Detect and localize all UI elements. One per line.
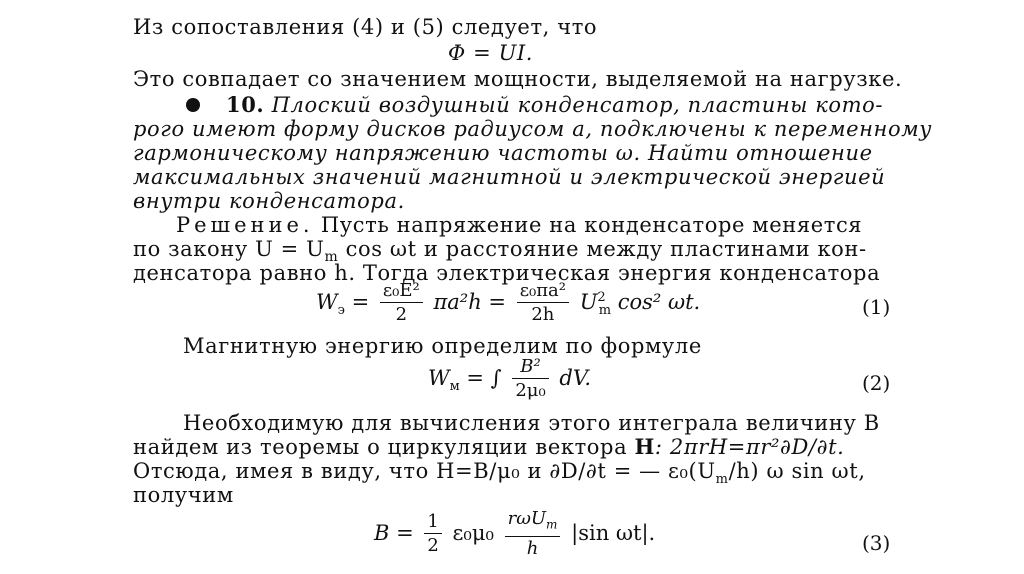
problem-line-4: максимальных значений магнитной и электрической энергией (133, 165, 886, 189)
equation-2-number: (2) (862, 371, 891, 395)
equation-3 (374, 508, 655, 561)
eq1-fraction-2 (517, 280, 569, 327)
eq3-fraction-2 (505, 508, 561, 561)
eq2-lhs-sub: м (449, 379, 460, 395)
eq1-tail-sup: 2 (597, 290, 606, 305)
problem-line-1 (226, 92, 883, 118)
equation-1 (316, 280, 700, 327)
text-line-15: Необходимую для вычисления этого интеграла величину B (183, 411, 880, 435)
solution-heading: Решение. (176, 213, 314, 237)
eq3-frac1-den: 2 (424, 533, 441, 558)
text-16a: найдем из теоремы о циркуляции вектора (133, 435, 635, 459)
eq1-frac1-num: ε₀E² (382, 280, 420, 301)
eq3-frac2-num-sub: m (546, 517, 558, 532)
problem-line-3: гармоническому напряжению частоты ω. Найти отношение (133, 141, 873, 165)
eq3-tail: |sin ωt|. (571, 520, 656, 545)
text-magnetic: Магнитную энергию определим по формуле (183, 334, 702, 358)
eq3-middle: ε₀μ₀ (452, 520, 494, 545)
eq3-frac1-num: 1 (427, 510, 439, 532)
text-line-16 (133, 434, 844, 460)
text-17b: /h) ω sin ωt, (728, 459, 866, 483)
solution-line-1 (176, 212, 862, 238)
eq2-tail: dV. (559, 366, 591, 390)
vector-h: H (634, 434, 655, 459)
eq1-lhs: W (316, 290, 338, 314)
text-16c: : 2πrH=πr²∂D/∂t. (654, 435, 845, 459)
eq1-frac1-den: 2 (380, 302, 423, 327)
equation-1-number: (1) (862, 295, 891, 319)
formula-phi: Φ = UI. (448, 41, 534, 65)
eq1-tail-2: cos² ωt. (611, 290, 701, 314)
equation-2 (428, 356, 591, 403)
problem-number: 10. (226, 92, 265, 117)
eq2-frac-den: 2μ₀ (512, 378, 548, 403)
text-17-sub: m (715, 472, 729, 488)
eq2-lhs: W (428, 366, 450, 390)
text-17a: Отсюда, имея в виду, что H=B/μ₀ и ∂D/∂t = — ε₀(U (133, 459, 716, 483)
text-line-3: Это совпадает со значением мощности, выделяемой на нагрузке. (133, 67, 903, 91)
eq1-tail-sub: m (598, 303, 612, 319)
text-line-17 (133, 458, 866, 493)
eq1-equals: = (351, 290, 370, 314)
eq3-frac2-num-main: rωU (507, 508, 547, 529)
eq1-frac2-num: ε₀πa² (519, 280, 567, 301)
eq3-frac2-num (505, 508, 561, 536)
text-line-18: получим (133, 483, 234, 507)
eq3-fraction-1 (424, 511, 441, 558)
solution-text-2-sub: m (324, 249, 339, 266)
solution-text-2b: cos ωt и расстояние между пластинами кон- (338, 237, 867, 261)
equation-3-number: (3) (862, 531, 891, 555)
eq2-fraction (512, 356, 548, 403)
problem-text-1: Плоский воздушный конденсатор, пластины кото- (271, 93, 884, 117)
solution-text-2a: по закону U = U (133, 237, 325, 261)
solution-line-3: денсатора равно h. Тогда электрическая энергия конденсатора (133, 261, 881, 285)
bullet-icon (186, 98, 200, 112)
eq1-fraction-1 (380, 280, 423, 327)
eq1-lhs-sub: э (337, 303, 345, 319)
solution-text-1: Пусть напряжение на конденсаторе меняется (320, 213, 863, 237)
eq1-middle: πa²h = (433, 290, 506, 314)
eq2-frac-num: B² (520, 356, 541, 377)
eq1-frac2-den: 2h (517, 302, 569, 327)
eq3-lhs: B = (374, 520, 414, 545)
eq3-frac2-den: h (505, 536, 561, 561)
text-line-1: Из сопоставления (4) и (5) следует, что (133, 15, 598, 39)
eq2-equals-integral: = ∫ (466, 366, 502, 390)
problem-line-5: внутри конденсатора. (133, 189, 405, 213)
eq1-tail: U (579, 290, 598, 314)
problem-line-2: рого имеют форму дисков радиусом a, подключены к переменному (133, 117, 933, 141)
